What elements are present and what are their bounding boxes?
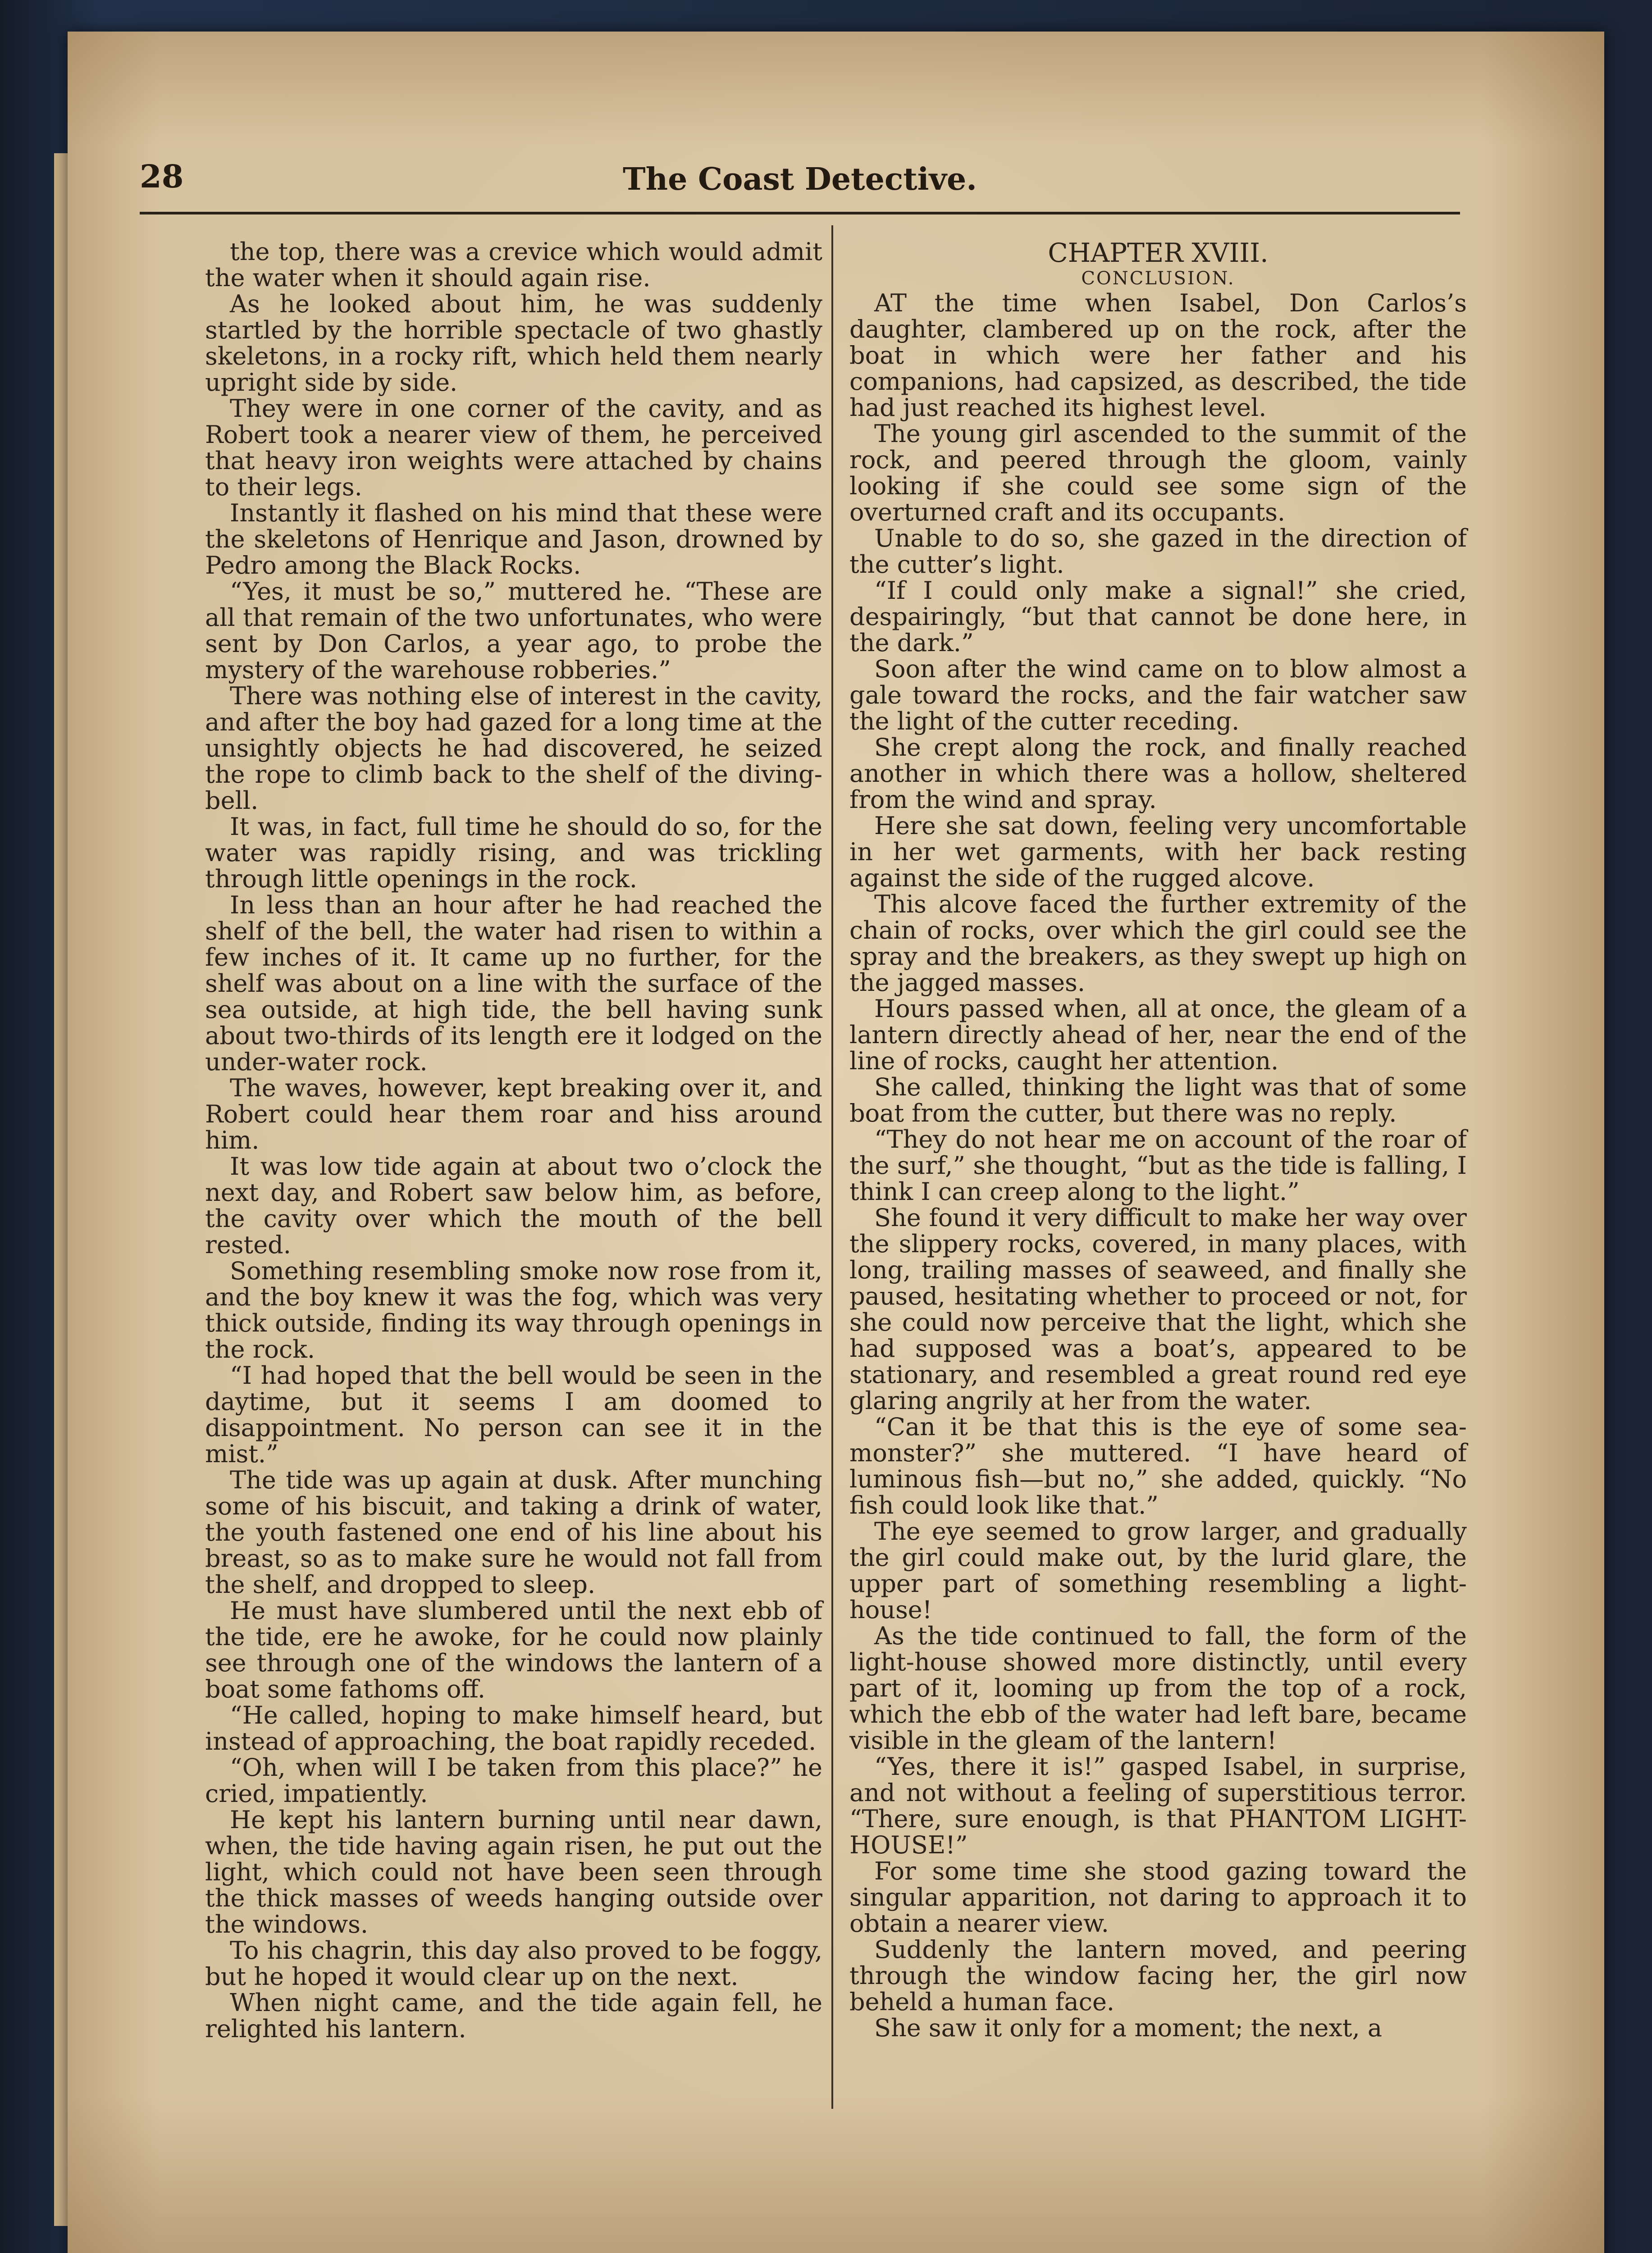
paragraph: AT the time when Isabel, Don Carlos’s daughter, clambered up on the rock, after the boat in which were her father and his companions, had capsized, as described, the tide had just reached its highest level. [849, 289, 1467, 422]
paragraph: “Can it be that this is the eye of some sea-monster?” she muttered. “I have heard of luminous fish—but no,” she added, quickly. “No fish could look like that.” [849, 1413, 1467, 1519]
paragraph: The waves, however, kept breaking over it, and Robert could hear them roar and hiss around him. [205, 1074, 822, 1154]
paragraph: For some time she stood gazing toward the singular apparition, not daring to approach it to obtain a nearer view. [849, 1857, 1467, 1938]
paragraph: “Yes, it must be so,” muttered he. “These are all that remain of the two unfortunates, who were sent by Don Carlos, a year ago, to probe the mystery of the warehouse robberies.” [205, 577, 822, 684]
paragraph: There was nothing else of interest in the cavity, and after the boy had gazed for a long time at the unsightly objects he had discovered, he seized the rope to climb back to the shelf of the diving-bell. [205, 682, 822, 815]
paragraph: As the tide continued to fall, the form of the light-house showed more distinctly, until every part of it, looming up from the top of a rock, which the ebb of the water had left bare, became visible in the gleam of the lantern! [849, 1622, 1467, 1755]
paragraph: When night came, and the tide again fell, he relighted his lantern. [205, 1988, 822, 2043]
paragraph: He kept his lantern burning until near dawn, when, the tide having again risen, he put out the light, which could not have been seen through the thick masses of weeds hanging outside over the windows. [205, 1806, 822, 1938]
paragraph: It was low tide again at about two o’clock the next day, and Robert saw below him, as before, the cavity over which the mouth of the bell rested. [205, 1152, 822, 1259]
paragraph: Suddenly the lantern moved, and peering through the window facing her, the girl now beheld a human face. [849, 1935, 1467, 2016]
paragraph: “Oh, when will I be taken from this place?” he cried, impatiently. [205, 1753, 822, 1808]
paragraph: To his chagrin, this day also proved to be foggy, but he hoped it would clear up on the next. [205, 1936, 822, 1991]
paragraph: In less than an hour after he had reached the shelf of the bell, the water had risen to within a few inches of it. It came up no further, for the shelf was about on a line with the surface of the sea outside, at high tide, the bell having sunk about two-thirds of its length ere it lodged on the under-water rock. [205, 891, 822, 1076]
paragraph: She called, thinking the light was that of some boat from the cutter, but there was no reply. [849, 1073, 1467, 1127]
page-header [140, 158, 1460, 214]
column-divider [831, 225, 833, 2109]
paragraph: Something resembling smoke now rose from it, and the boy knew it was the fog, which was very thick outside, finding its way through openings in the rock. [205, 1257, 822, 1364]
paragraph: She found it very difficult to make her way over the slippery rocks, covered, in many places, with long, trailing masses of seaweed, and finally she paused, hesitating whether to proceed or not, for she could now perceive that the light, which she had supposed was a boat’s, appeared to be stationary, and resembled a great round red eye glaring angrily at her from the water. [849, 1204, 1467, 1415]
paragraph: Here she sat down, feeling very uncomfortable in her wet garments, with her back resting against the side of the rugged alcove. [849, 812, 1467, 892]
running-title: The Coast Detective. [623, 161, 977, 197]
chapter-subtitle: CONCLUSION. [1081, 268, 1235, 289]
paragraph: The tide was up again at dusk. After munching some of his biscuit, and taking a drink of water, the youth fastened one end of his line about his breast, so as to make sure he would not fall from the shelf, and dropped to sleep. [205, 1466, 822, 1599]
paragraph: “He called, hoping to make himself heard, but instead of approaching, the boat rapidly receded. [205, 1701, 822, 1756]
paragraph: He must have slumbered until the next ebb of the tide, ere he awoke, for he could now plainly see through one of the windows the lantern of a boat some fathoms off. [205, 1596, 822, 1703]
paragraph: The young girl ascended to the summit of the rock, and peered through the gloom, vainly looking if she could see some sign of the overturned craft and its occupants. [849, 420, 1467, 526]
paragraph: They were in one corner of the cavity, and as Robert took a nearer view of them, he perceived that heavy iron weights were attached by chains to their legs. [205, 394, 822, 501]
paragraph: Soon after the wind came on to blow almost a gale toward the rocks, and the fair watcher saw the light of the cutter receding. [849, 655, 1467, 735]
page-number: 28 [140, 158, 184, 195]
paragraph: This alcove faced the further extremity of the chain of rocks, over which the girl could see the spray and the breakers, as they swept up high on the jagged masses. [849, 890, 1467, 997]
paragraph: She crept along the rock, and finally reached another in which there was a hollow, sheltered from the wind and spray. [849, 733, 1467, 814]
paragraph: As he looked about him, he was suddenly startled by the horrible spectacle of two ghastly skeletons, in a rocky rift, which held them nearly upright side by side. [205, 290, 822, 397]
paragraph: “Yes, there it is!” gasped Isabel, in surprise, and not without a feeling of superstitious terror. “There, sure enough, is that PHANTOM LIGHT-HOUSE!” [849, 1752, 1467, 1859]
paragraph: Unable to do so, she gazed in the direction of the cutter’s light. [849, 524, 1467, 579]
chapter-title: CHAPTER XVIII. [1048, 237, 1269, 268]
paragraph: She saw it only for a moment; the next, a [874, 2014, 1383, 2042]
paragraph: “They do not hear me on account of the roar of the surf,” she thought, “but as the tide is falling, I think I can creep along to the light.” [849, 1125, 1467, 1206]
paragraph: Hours passed when, all at once, the gleam of a lantern directly ahead of her, near the end of the line of rocks, caught her attention. [849, 994, 1467, 1075]
paragraph: “If I could only make a signal!” she cried, despairingly, “but that cannot be done here, in the dark.” [849, 576, 1467, 657]
paragraph: “I had hoped that the bell would be seen in the daytime, but it seems I am doomed to disappointment. No person can see it in the mist.” [205, 1361, 822, 1468]
paragraph: the top, there was a crevice which would admit the water when it should again rise. [205, 237, 822, 292]
left-column [205, 239, 822, 2042]
paragraph: Instantly it flashed on his mind that these were the skeletons of Henrique and Jason, drowned by Pedro among the Black Rocks. [205, 499, 822, 579]
right-column [849, 239, 1467, 2041]
paragraph: The eye seemed to grow larger, and gradually the girl could make out, by the lurid glare, the upper part of something resembling a light-house! [849, 1517, 1467, 1624]
paragraph: It was, in fact, full time he should do so, for the water was rapidly rising, and was trickling through little openings in the rock. [205, 812, 822, 893]
